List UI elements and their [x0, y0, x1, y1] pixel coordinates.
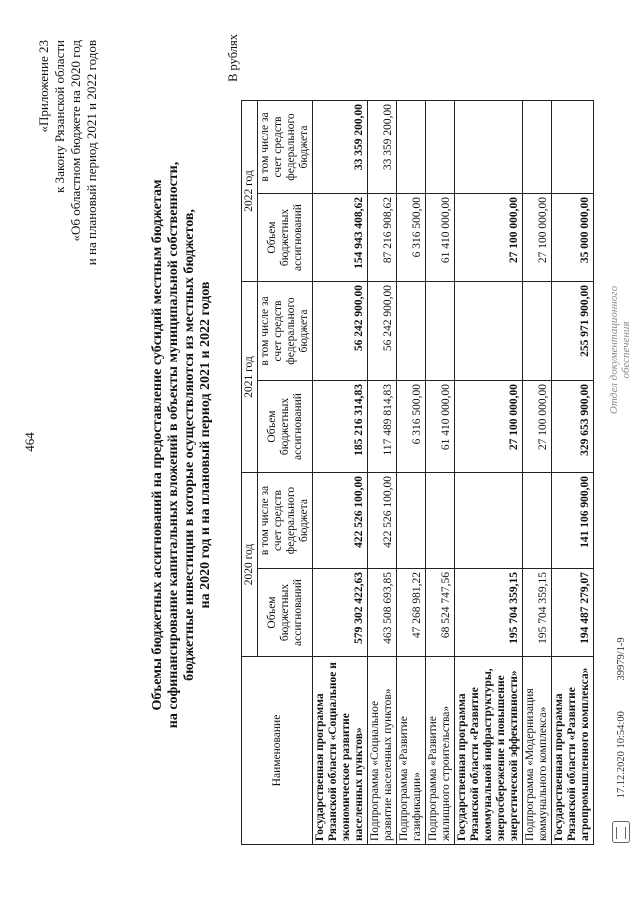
cell-f2020: 141 106 900,00 — [552, 473, 594, 569]
table-row — [368, 101, 397, 845]
document-stamp-icon — [612, 821, 630, 843]
cell-f2020 — [455, 473, 523, 569]
cell-v2022: 27 100 000,00 — [523, 194, 552, 282]
cell-f2022: 33 359 200,00 — [313, 101, 368, 194]
header-volume-2020: Объем бюджетных ассигнований — [258, 569, 313, 657]
footer-datetime: 17.12.2020 10:54:00 — [615, 711, 627, 799]
header-year-2022: 2022 год — [242, 101, 258, 282]
row-name: Государственная программа Рязанской области «Социальное и экономическое развитие населенных пунктов» — [313, 657, 368, 845]
table-row — [552, 101, 594, 845]
table-body — [313, 101, 594, 845]
cell-v2021: 329 653 900,00 — [552, 381, 594, 473]
cell-f2022 — [552, 101, 594, 194]
appendix-line-3: «Об областном бюджете на 2020 год — [68, 40, 83, 242]
row-name: Подпрограмма «Социальное развитие населенных пунктов» — [368, 657, 397, 845]
cell-v2022: 35 000 000,00 — [552, 194, 594, 282]
cell-f2021: 255 971 900,00 — [552, 282, 594, 381]
watermark-line-2: обеспечения — [620, 321, 632, 379]
row-name: Государственная программа Рязанской области «Развитие агропромышленного комплекса» — [552, 657, 594, 845]
cell-f2022 — [397, 101, 426, 194]
cell-v2022: 154 943 408,62 — [313, 194, 368, 282]
cell-f2020 — [397, 473, 426, 569]
allocations-table — [241, 100, 594, 845]
cell-v2021: 27 100 000,00 — [455, 381, 523, 473]
title-line-4: на 2020 год и на плановый период 2021 и 2022 годов — [198, 281, 213, 609]
cell-f2021: 56 242 900,00 — [368, 282, 397, 381]
cell-v2021: 27 100 000,00 — [523, 381, 552, 473]
cell-v2020: 195 704 359,15 — [455, 569, 523, 657]
appendix-line-2: к Закону Рязанской области — [52, 40, 67, 193]
page-number: 464 — [22, 432, 37, 452]
cell-f2020: 422 526 100,00 — [313, 473, 368, 569]
title-line-1: Объемы бюджетных ассигнований на предоставление субсидий местным бюджетам — [150, 179, 165, 711]
table-row — [455, 101, 523, 845]
title-line-2: на софинансирование капитальных вложений в объекты муниципальной собственности, — [166, 161, 181, 729]
header-year-2021: 2021 год — [242, 282, 258, 473]
cell-v2020: 195 704 359,15 — [523, 569, 552, 657]
header-volume-2021: Объем бюджетных ассигнований — [258, 381, 313, 473]
row-name: Подпрограмма «Развитие газификации» — [397, 657, 426, 845]
cell-v2020: 579 302 422,63 — [313, 569, 368, 657]
cell-f2021 — [397, 282, 426, 381]
table-row — [426, 101, 455, 845]
cell-f2021 — [523, 282, 552, 381]
cell-f2020 — [523, 473, 552, 569]
cell-v2021: 61 410 000,00 — [426, 381, 455, 473]
table-row — [313, 101, 368, 845]
units-label: В рублях — [226, 34, 240, 82]
cell-v2020: 194 487 279,07 — [552, 569, 594, 657]
header-federal-2020: в том числе за счет средств федерального бюджета — [258, 473, 313, 569]
cell-f2022 — [426, 101, 455, 194]
header-federal-2022: в том числе за счет средств федерального бюджета — [258, 101, 313, 194]
cell-v2022: 61 410 000,00 — [426, 194, 455, 282]
row-name: Подпрограмма «Модернизация коммунального комплекса» — [523, 657, 552, 845]
cell-v2020: 463 508 693,85 — [368, 569, 397, 657]
cell-v2021: 117 489 814,83 — [368, 381, 397, 473]
cell-v2021: 185 216 314,83 — [313, 381, 368, 473]
header-federal-2021: в том числе за счет средств федерального бюджета — [258, 282, 313, 381]
cell-v2021: 6 316 500,00 — [397, 381, 426, 473]
table-row — [397, 101, 426, 845]
cell-f2022 — [523, 101, 552, 194]
cell-v2022: 27 100 000,00 — [455, 194, 523, 282]
appendix-header — [36, 40, 100, 265]
appendix-line-1: «Приложение 23 — [36, 40, 51, 133]
cell-f2020 — [426, 473, 455, 569]
department-watermark — [608, 265, 632, 435]
cell-v2022: 6 316 500,00 — [397, 194, 426, 282]
watermark-line-1: Отдел документационного — [608, 285, 620, 415]
cell-v2020: 47 268 981,22 — [397, 569, 426, 657]
row-name: Государственная программа Рязанской области «Развитие коммунальной инфраструктуры, энергосбережение и повышение энергетической эффективности» — [455, 657, 523, 845]
title-line-3: бюджетные инвестиции в которые осуществляются из местных бюджетов, — [182, 209, 197, 681]
cell-f2022 — [455, 101, 523, 194]
appendix-line-4: и на плановый период 2021 и 2022 годов — [84, 40, 99, 266]
header-year-2020: 2020 год — [242, 473, 258, 657]
header-volume-2022: Объем бюджетных ассигнований — [258, 194, 313, 282]
header-name: Наименование — [242, 657, 313, 845]
cell-v2020: 68 524 747,56 — [426, 569, 455, 657]
row-name: Подпрограмма «Развитие жилищного строительства» — [426, 657, 455, 845]
table-header-row-1 — [242, 101, 258, 845]
footer-code: 39979/1-9 — [615, 637, 627, 681]
cell-f2020: 422 526 100,00 — [368, 473, 397, 569]
cell-v2022: 87 216 908,62 — [368, 194, 397, 282]
table-row — [523, 101, 552, 845]
cell-f2021 — [455, 282, 523, 381]
document-title — [150, 105, 214, 785]
cell-f2021: 56 242 900,00 — [313, 282, 368, 381]
cell-f2022: 33 359 200,00 — [368, 101, 397, 194]
cell-f2021 — [426, 282, 455, 381]
